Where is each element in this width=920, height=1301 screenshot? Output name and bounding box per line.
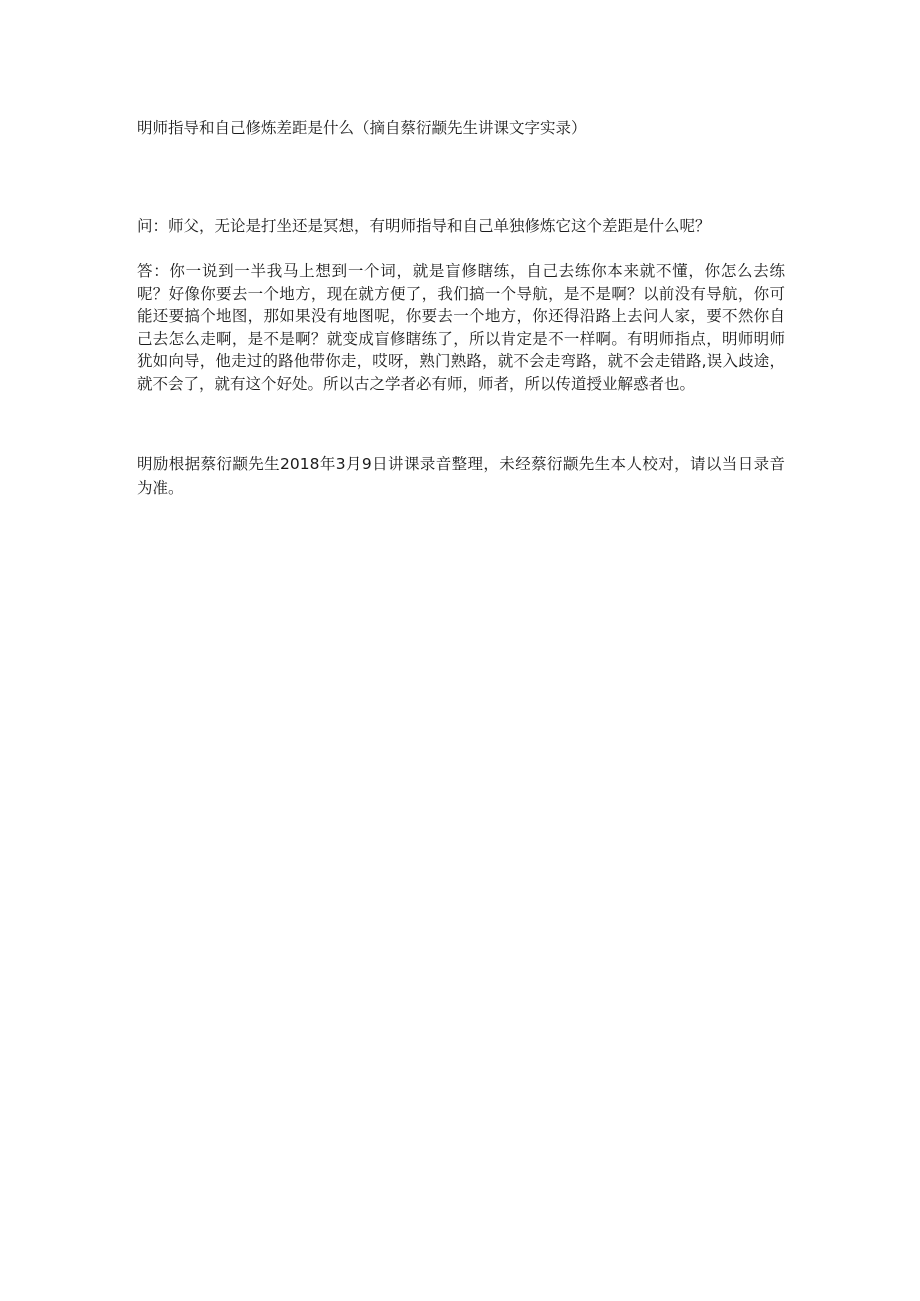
question-paragraph: 问：师父，无论是打坐还是冥想，有明师指导和自己单独修炼它这个差距是什么呢？ [137, 217, 711, 235]
document-title: 明师指导和自己修炼差距是什么（摘自蔡衍颛先生讲课文字实录） [137, 119, 587, 137]
source-note-paragraph: 明励根据蔡衍颛先生2018年3月9日讲课录音整理，未经蔡衍颛先生本人校对，请以当日录音为准。 [137, 455, 785, 497]
answer-paragraph: 答：你一说到一半我马上想到一个词，就是盲修瞎练，自己去练你本来就不懂，你怎么去练呢？好像你要去一个地方，现在就方便了，我们搞一个导航，是不是啊？以前没有导航，你可能还要搞个地图，那如果没有地图呢，你要去一个地方，你还得沿路上去问人家，要不然你自己去怎么走啊，是不是啊？就变成盲修瞎练了，所以肯定是不一样啊。有明师指点，明师明师犹如向导，他走过的路他带你走，哎呀，熟门熟路，就不会走弯路，就不会走错路,误入歧途，就不会了，就有这个好处。所以古之学者必有师，师者，所以传道授业解惑者也。 [137, 262, 785, 393]
